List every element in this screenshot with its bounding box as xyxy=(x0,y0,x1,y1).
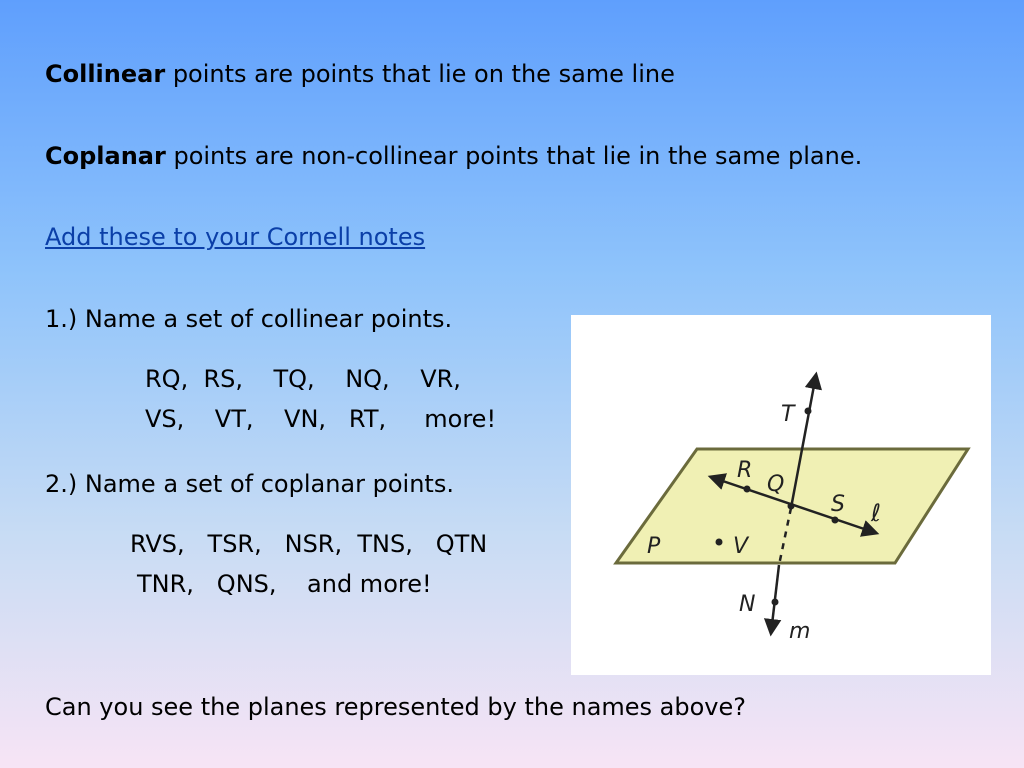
plane-diagram-svg xyxy=(571,315,991,675)
label-v: V xyxy=(733,534,749,559)
label-q: Q xyxy=(767,472,785,497)
point-s xyxy=(832,517,839,524)
point-t xyxy=(805,408,812,415)
coplanar-text: points are non-collinear points that lie in the same plane. xyxy=(165,142,863,170)
answer-2-line-2: TNR, QNS, and more! xyxy=(137,570,432,598)
point-v xyxy=(716,539,723,546)
question-1: 1.) Name a set of collinear points. xyxy=(45,305,453,333)
coplanar-term: Coplanar xyxy=(45,142,166,170)
label-t: T xyxy=(781,402,795,427)
point-n xyxy=(772,599,779,606)
label-p: P xyxy=(647,534,661,559)
answer-1-line-2: VS, VT, VN, RT, more! xyxy=(145,405,497,433)
collinear-text: points are points that lie on the same line xyxy=(165,60,675,88)
label-n: N xyxy=(739,592,756,617)
point-r xyxy=(744,486,751,493)
coplanar-definition xyxy=(45,142,862,170)
label-s: S xyxy=(831,492,845,517)
closing-question: Can you see the planes represented by the names above? xyxy=(45,693,747,721)
label-l: ℓ xyxy=(871,499,881,527)
collinear-term: Collinear xyxy=(45,60,166,88)
answer-1-line-1: RQ, RS, TQ, NQ, VR, xyxy=(145,365,461,393)
cornell-notes-link[interactable]: Add these to your Cornell notes xyxy=(45,223,426,251)
label-m: m xyxy=(789,619,811,644)
collinear-definition xyxy=(45,60,675,88)
point-q xyxy=(788,503,795,510)
question-2: 2.) Name a set of coplanar points. xyxy=(45,470,454,498)
answer-2-line-1: RVS, TSR, NSR, TNS, QTN xyxy=(130,530,488,558)
plane-diagram xyxy=(571,315,991,675)
label-r: R xyxy=(737,458,753,483)
